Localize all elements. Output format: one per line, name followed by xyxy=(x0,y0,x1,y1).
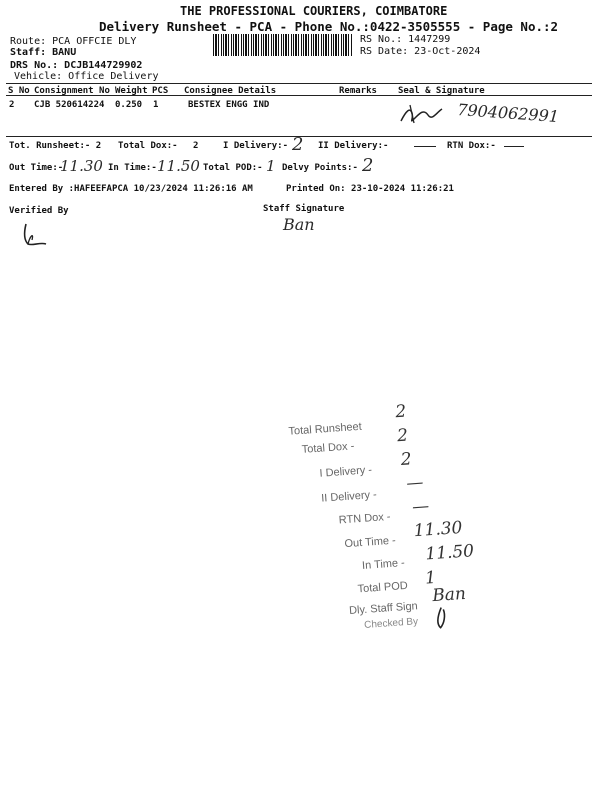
staff: Staff: BANU xyxy=(10,47,77,58)
table-top-border xyxy=(6,83,592,84)
tot-runsheet: Tot. Runsheet:- 2 xyxy=(9,141,102,151)
delivery-stamp xyxy=(285,396,500,631)
barcode xyxy=(213,34,353,56)
total-pod-value: 1 xyxy=(266,157,276,175)
stamp-label-out-time: Out Time - xyxy=(344,534,397,551)
checker-signature xyxy=(431,605,453,630)
in-time-label: In Time:- xyxy=(108,163,157,173)
stamp-label-total-runsheet: Total Runsheet xyxy=(288,420,363,438)
col-header-signature: Seal & Signature xyxy=(398,86,485,96)
printed-on: Printed On: 23-10-2024 11:26:21 xyxy=(286,184,454,194)
row-sno: 2 xyxy=(9,100,15,110)
ii-delivery-label: II Delivery:- xyxy=(318,141,389,151)
row-pcs: 1 xyxy=(153,100,159,110)
rs-no: RS No.: 1447299 xyxy=(360,34,451,45)
row-consignment: CJB 520614224 xyxy=(34,100,105,110)
stamp-value-ii-delivery: — xyxy=(405,472,425,494)
total-dox-label: Total Dox:- xyxy=(118,141,178,151)
row-weight: 0.250 xyxy=(115,100,143,110)
total-dox-value: 2 xyxy=(193,141,199,151)
out-time-label: Out Time:- xyxy=(9,163,64,173)
i-delivery-label: I Delivery:- xyxy=(223,141,289,151)
col-header-consignee: Consignee Details xyxy=(184,86,277,96)
staff-signature-label: Staff Signature xyxy=(263,204,345,214)
i-delivery-value: 2 xyxy=(292,134,304,155)
rs-date: RS Date: 23-Oct-2024 xyxy=(360,46,481,57)
col-header-weight: Weight xyxy=(115,86,148,96)
col-header-remarks: Remarks xyxy=(339,86,377,96)
stamp-value-in-time: 11.50 xyxy=(424,541,475,565)
stamp-value-rtn-dox: — xyxy=(411,496,430,518)
in-time-value: 11.50 xyxy=(157,157,200,175)
vehicle: Vehicle: Office Delivery xyxy=(14,71,159,82)
stamp-label-in-time: In Time - xyxy=(361,557,406,572)
stamp-label-staff-sign: Dly. Staff Sign xyxy=(348,600,419,617)
stamp-label-rtn-dox: RTN Dox - xyxy=(338,510,391,527)
col-header-pcs: PCS xyxy=(152,86,169,96)
rtn-dox-label: RTN Dox:- xyxy=(447,141,496,151)
stamp-label-checked-by: Checked By xyxy=(363,616,419,631)
company-title: THE PROFESSIONAL COURIERS, COIMBATORE xyxy=(180,4,448,18)
verifier-signature xyxy=(20,220,50,250)
stamp-value-staff-sign: Ban xyxy=(431,583,467,607)
col-header-consignment: Consignment No xyxy=(34,86,110,96)
stamp-value-total-runsheet: 2 xyxy=(394,401,407,423)
rtn-dox-dash xyxy=(504,146,524,147)
stamp-value-total-dox: 2 xyxy=(396,425,409,447)
stamp-value-total-pod: 1 xyxy=(424,567,437,589)
col-header-sno: S No xyxy=(8,86,30,96)
staff-signature: Ban xyxy=(283,215,315,234)
verified-by: Verified By xyxy=(9,206,69,216)
out-time-value: 11.30 xyxy=(60,157,103,175)
stamp-label-i-delivery: I Delivery - xyxy=(319,464,373,480)
ii-delivery-dash xyxy=(414,146,436,147)
route: Route: PCA OFFCIE DLY xyxy=(10,36,137,47)
row-signature-phone: 7904062991 xyxy=(456,100,560,127)
stamp-label-total-dox: Total Dox - xyxy=(301,440,355,456)
delvy-points-value: 2 xyxy=(362,155,374,176)
row-consignee: BESTEX ENGG IND xyxy=(188,100,270,110)
entered-by: Entered By :HAFEEFAPCA 10/23/2024 11:26:16 AM xyxy=(9,184,253,194)
delvy-points-label: Delvy Points:- xyxy=(282,163,358,173)
drs-no: DRS No.: DCJB144729902 xyxy=(10,60,143,71)
stamp-value-i-delivery: 2 xyxy=(400,449,413,471)
total-pod-label: Total POD:- xyxy=(203,163,263,173)
stamp-value-out-time: 11.30 xyxy=(413,517,464,542)
stamp-label-ii-delivery: II Delivery - xyxy=(320,488,378,505)
runsheet-title: Delivery Runsheet - PCA - Phone No.:0422-3505555 - Page No.:2 xyxy=(99,19,559,34)
receiver-signature xyxy=(398,99,448,129)
stamp-label-total-pod: Total POD xyxy=(357,579,409,596)
